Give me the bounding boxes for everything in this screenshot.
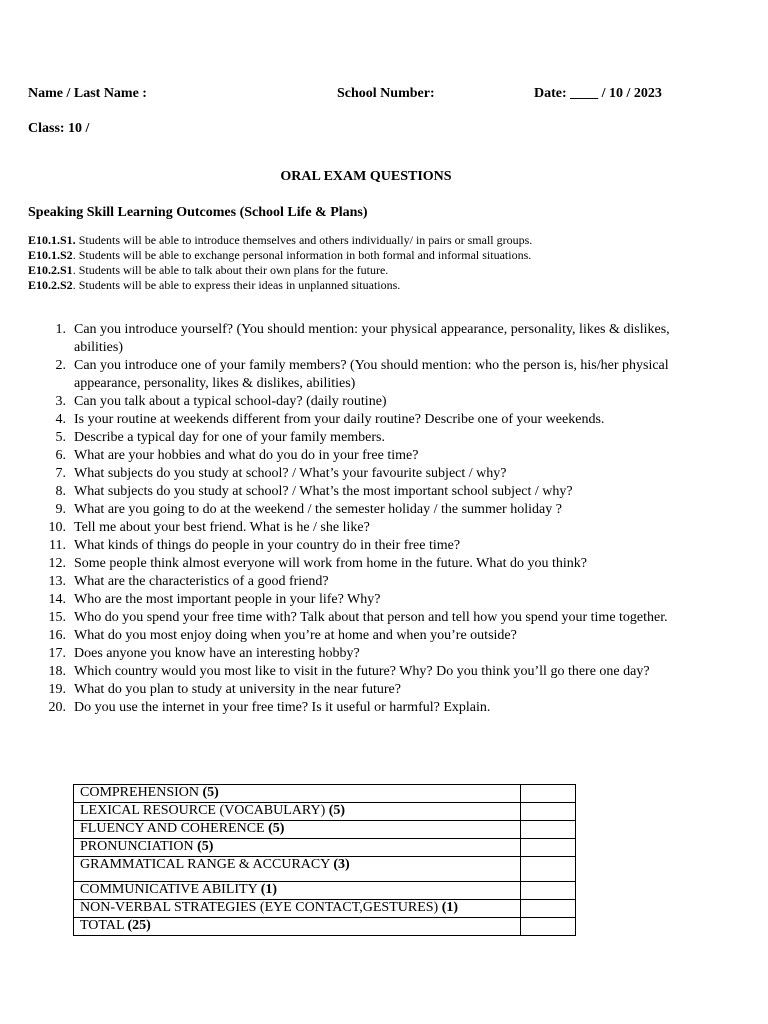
rubric-row	[74, 882, 576, 900]
question-number: 7.	[55, 466, 66, 481]
criterion-label: NON-VERBAL STRATEGIES (EYE CONTACT,GESTURES)	[80, 900, 442, 915]
question-text: Is your routine at weekends different from your daily routine? Describe one of your weekends.	[74, 412, 605, 427]
rubric-total	[74, 918, 521, 936]
question-number: 19.	[48, 682, 66, 697]
question-item	[40, 699, 690, 717]
date-label: Date: ____ / 10 / 2023	[534, 86, 662, 101]
question-number: 4.	[55, 412, 66, 427]
rubric-row	[74, 821, 576, 839]
question-number: 18.	[48, 664, 66, 679]
question-text: Does anyone you know have an interesting hobby?	[74, 646, 360, 661]
question-list	[40, 321, 690, 717]
question-text: Can you introduce yourself? (You should mention: your physical appearance, personality, likes & dislikes, abilities)	[74, 322, 670, 355]
question-item	[40, 429, 690, 447]
question-number: 16.	[48, 628, 66, 643]
criterion-label: COMPREHENSION	[80, 785, 203, 800]
criterion-points: (5)	[328, 803, 346, 818]
question-item	[40, 663, 690, 681]
question-text: Who do you spend your free time with? Talk about that person and tell how you spend your time together.	[74, 610, 668, 625]
criterion-label: FLUENCY AND COHERENCE	[80, 821, 269, 836]
question-number: 1.	[55, 322, 66, 337]
rubric-row	[74, 857, 576, 882]
question-item	[40, 447, 690, 465]
rubric-score-cell[interactable]	[521, 857, 576, 882]
rubric-criterion	[74, 857, 521, 882]
question-number: 8.	[55, 484, 66, 499]
criterion-points: (3)	[333, 857, 350, 872]
rubric-score-cell[interactable]	[521, 839, 576, 857]
question-item	[40, 465, 690, 483]
page-title: ORAL EXAM QUESTIONS	[280, 169, 452, 184]
question-item	[40, 393, 690, 411]
rubric-score-cell[interactable]	[521, 900, 576, 918]
rubric-row	[74, 918, 576, 936]
question-item	[40, 573, 690, 591]
question-item	[40, 357, 690, 393]
question-item	[40, 591, 690, 609]
question-item	[40, 501, 690, 519]
criterion-label: GRAMMATICAL RANGE & ACCURACY	[80, 857, 334, 872]
rubric-total-score-cell[interactable]	[521, 918, 576, 936]
question-text: Do you use the internet in your free time? Is it useful or harmful? Explain.	[74, 700, 491, 715]
rubric-criterion	[74, 900, 521, 918]
question-text: What do you most enjoy doing when you’re at home and when you’re outside?	[74, 628, 517, 643]
criterion-points: (5)	[197, 839, 214, 854]
outcome-text: Students will be able to introduce themselves and others individually/ in pairs or small groups.	[75, 233, 533, 247]
question-number: 2.	[55, 358, 66, 373]
criterion-points: (5)	[268, 821, 285, 836]
rubric-score-cell[interactable]	[521, 785, 576, 803]
question-number: 12.	[48, 556, 66, 571]
question-number: 9.	[55, 502, 66, 517]
rubric-score-cell[interactable]	[521, 803, 576, 821]
criterion-label: PRONUNCIATION	[80, 839, 198, 854]
question-item	[40, 411, 690, 429]
name-field-label: Name / Last Name :	[28, 86, 147, 101]
question-number: 20.	[48, 700, 66, 715]
question-item	[40, 321, 690, 357]
question-number: 5.	[55, 430, 66, 445]
criterion-points: (1)	[260, 882, 278, 897]
outcome-code: E10.2.S1	[28, 263, 73, 277]
rubric-row	[74, 803, 576, 821]
class-label: Class: 10 /	[28, 121, 90, 136]
outcome-item	[28, 248, 532, 263]
school-number-label: School Number:	[337, 86, 435, 101]
question-number: 15.	[48, 610, 66, 625]
question-number: 11.	[49, 538, 66, 553]
rubric-score-cell[interactable]	[521, 882, 576, 900]
question-number: 6.	[55, 448, 66, 463]
rubric-criterion	[74, 882, 521, 900]
outcome-item	[28, 263, 532, 278]
question-item	[40, 483, 690, 501]
criterion-label: COMMUNICATIVE ABILITY	[80, 882, 261, 897]
rubric-criterion	[74, 821, 521, 839]
outcome-code: E10.1.S2	[28, 248, 73, 262]
rubric-row	[74, 900, 576, 918]
outcome-text: . Students will be able to exchange personal information in both formal and informal situations.	[72, 248, 532, 262]
criterion-points: (5)	[202, 785, 219, 800]
outcome-item	[28, 233, 532, 248]
outcome-code: E10.1.S1.	[28, 233, 76, 247]
question-text: What are you going to do at the weekend / the semester holiday / the summer holiday ?	[74, 502, 562, 517]
outcome-item	[28, 278, 532, 293]
question-text: Which country would you most like to visit in the future? Why? Do you think you’ll go there one day?	[74, 664, 650, 679]
question-text: Who are the most important people in your life? Why?	[74, 592, 381, 607]
question-number: 10.	[48, 520, 66, 535]
rubric-criterion	[74, 803, 521, 821]
question-text: What kinds of things do people in your country do in their free time?	[74, 538, 461, 553]
question-text: Some people think almost everyone will work from home in the future. What do you think?	[74, 556, 587, 571]
question-item	[40, 519, 690, 537]
rubric-row	[74, 785, 576, 803]
question-text: Can you introduce one of your family members? (You should mention: who the person is, his/her physical appearance, personality, likes & dislikes, abilities)	[74, 358, 669, 391]
scoring-rubric-table	[73, 784, 576, 936]
outcome-code: E10.2.S2	[28, 278, 73, 292]
rubric-criterion	[74, 839, 521, 857]
criterion-label: LEXICAL RESOURCE (VOCABULARY)	[80, 803, 329, 818]
rubric-score-cell[interactable]	[521, 821, 576, 839]
question-item	[40, 627, 690, 645]
question-item	[40, 681, 690, 699]
outcome-text: . Students will be able to express their ideas in unplanned situations.	[72, 278, 401, 292]
question-number: 13.	[48, 574, 66, 589]
question-text: Can you talk about a typical school-day? (daily routine)	[74, 394, 387, 409]
question-text: What are your hobbies and what do you do in your free time?	[74, 448, 419, 463]
question-item	[40, 645, 690, 663]
question-text: What subjects do you study at school? / What’s the most important school subject / why?	[74, 484, 573, 499]
question-item	[40, 555, 690, 573]
criterion-points: (1)	[441, 900, 459, 915]
question-item	[40, 537, 690, 555]
question-number: 3.	[55, 394, 66, 409]
question-text: What subjects do you study at school? / What’s your favourite subject / why?	[74, 466, 507, 481]
question-text: Describe a typical day for one of your family members.	[74, 430, 386, 445]
criterion-label: TOTAL	[80, 918, 128, 933]
question-item	[40, 609, 690, 627]
outcome-text: . Students will be able to talk about their own plans for the future.	[72, 263, 389, 277]
question-text: What are the characteristics of a good friend?	[74, 574, 329, 589]
rubric-row	[74, 839, 576, 857]
learning-outcomes	[28, 233, 532, 293]
rubric-criterion	[74, 785, 521, 803]
question-number: 17.	[48, 646, 66, 661]
outcomes-heading: Speaking Skill Learning Outcomes (School Life & Plans)	[28, 205, 368, 220]
question-number: 14.	[48, 592, 66, 607]
criterion-points: (25)	[127, 918, 151, 933]
question-text: Tell me about your best friend. What is he / she like?	[74, 520, 370, 535]
question-text: What do you plan to study at university in the near future?	[74, 682, 401, 697]
